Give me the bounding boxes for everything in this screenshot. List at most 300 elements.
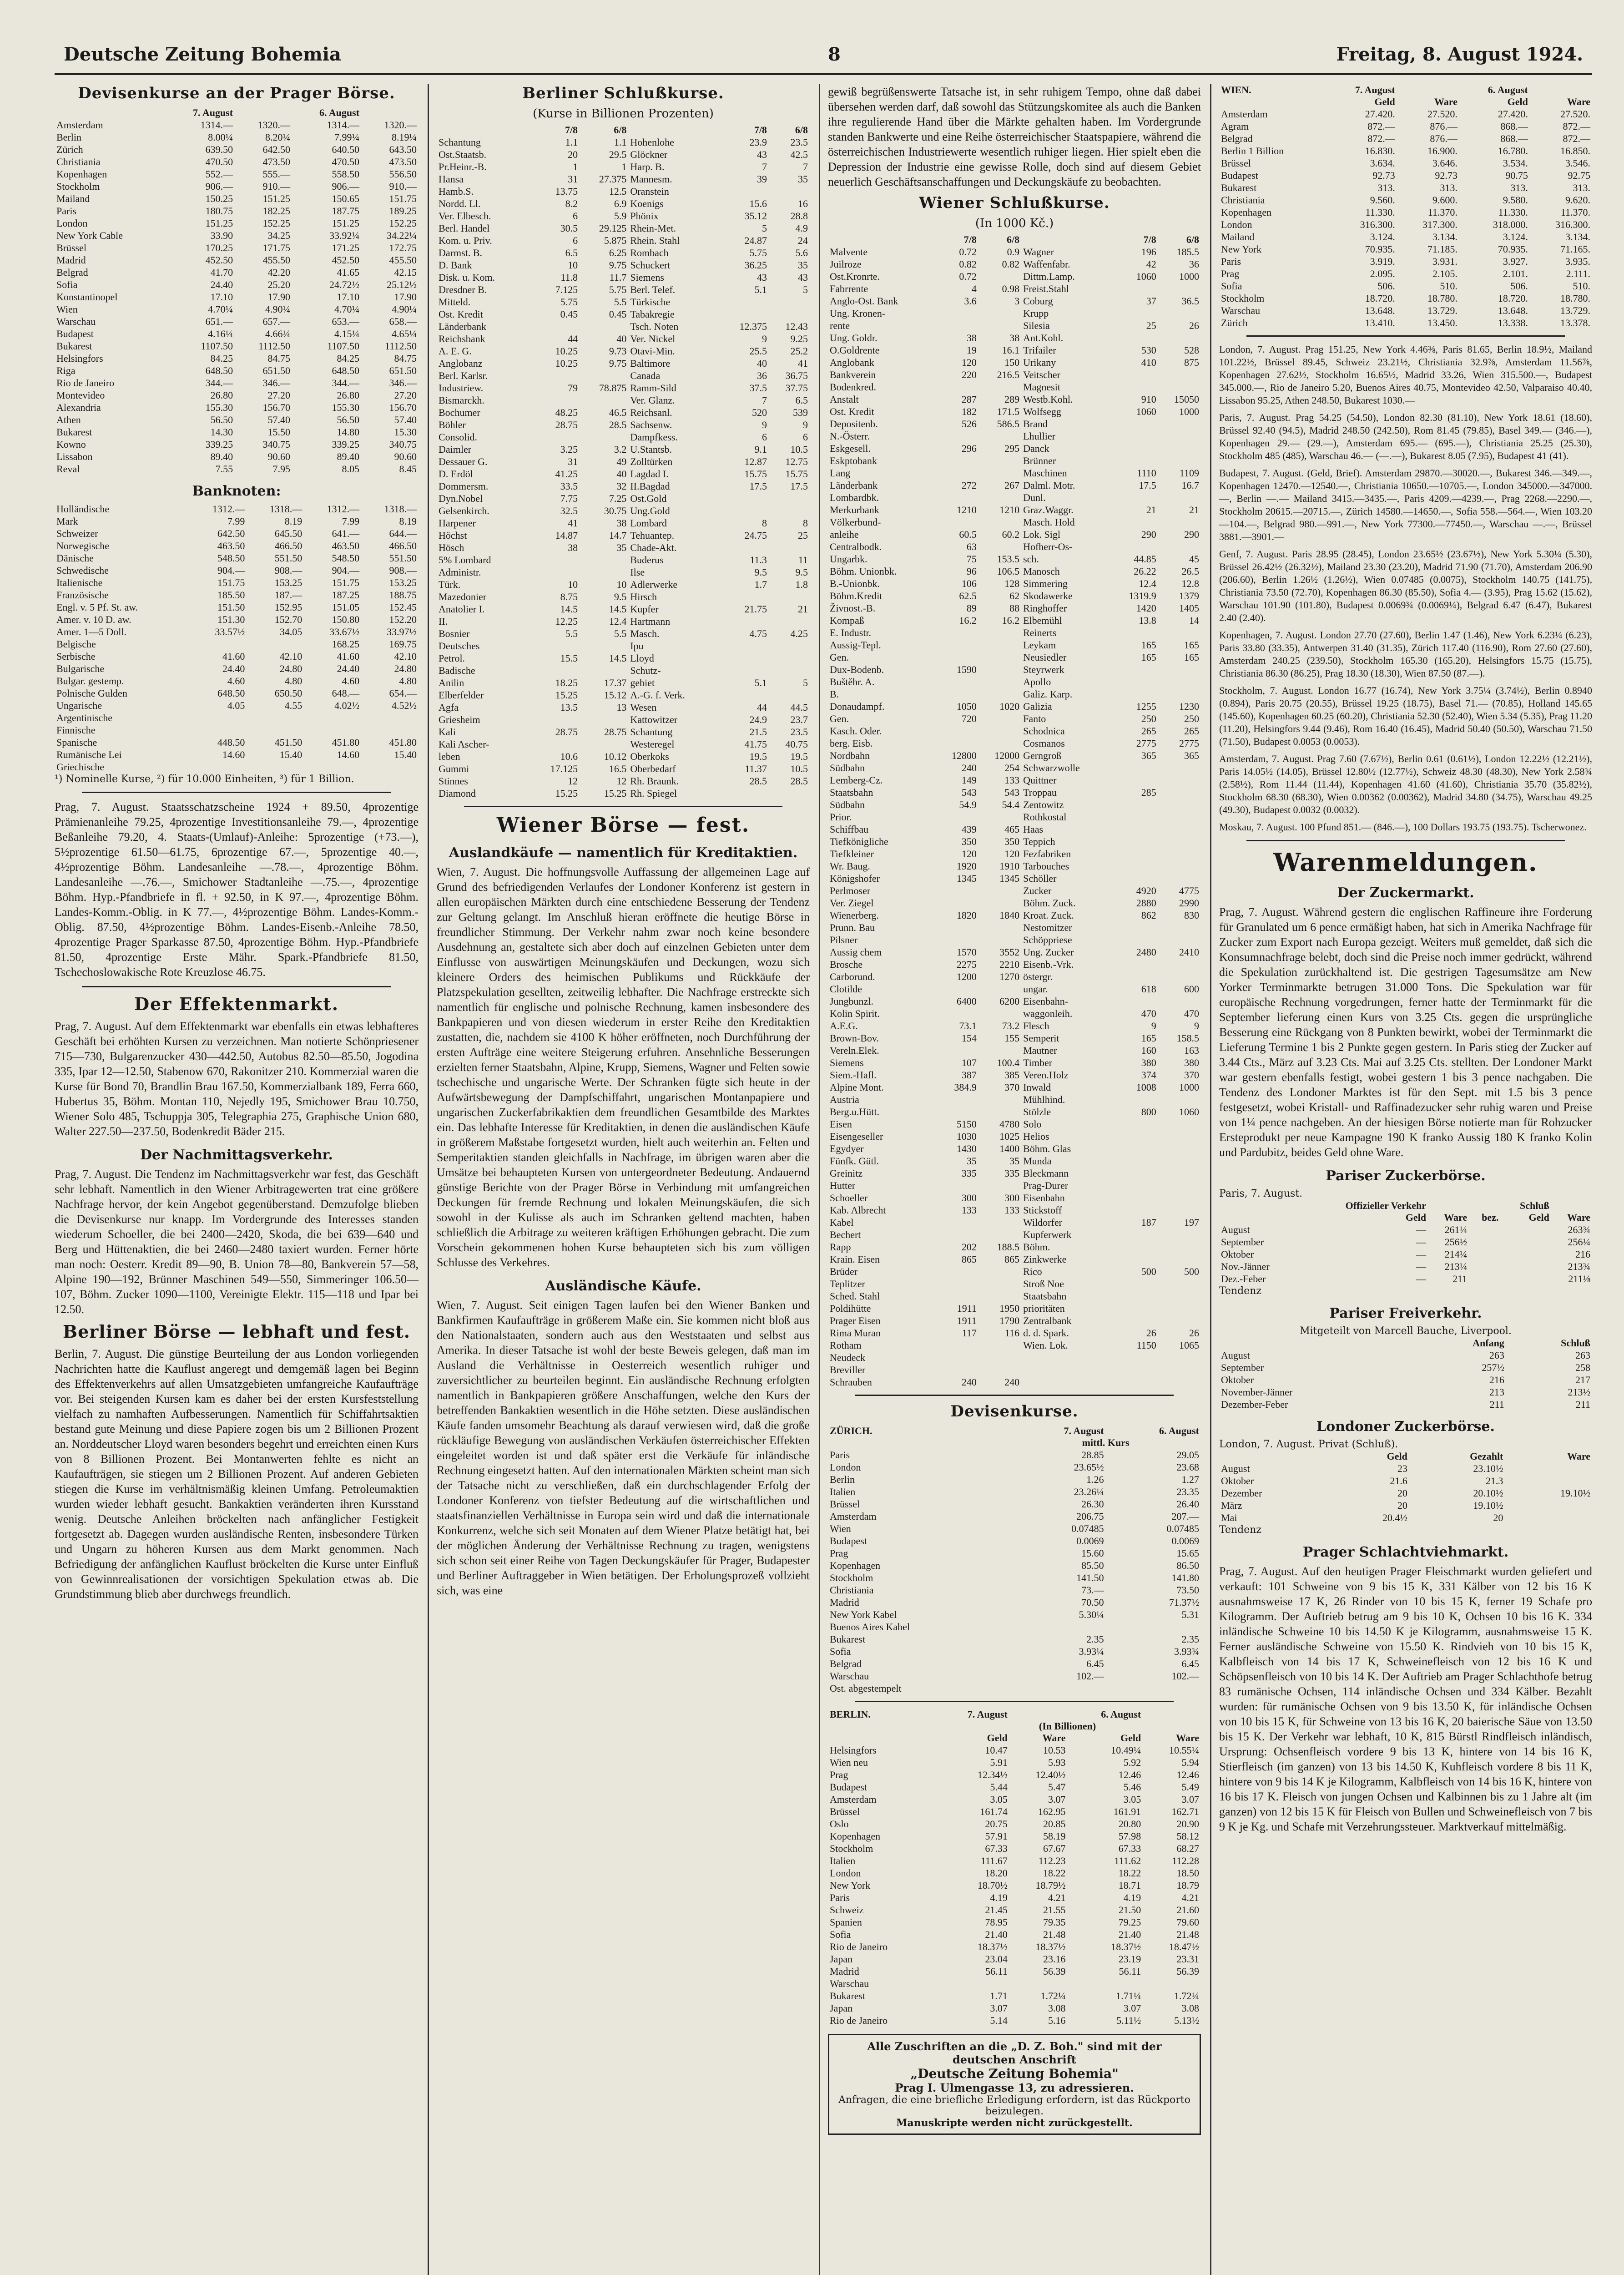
table-row (1219, 182, 1592, 194)
row-label: Kali (439, 726, 456, 738)
table-row (55, 662, 419, 675)
cell-value: 71.165. (1560, 243, 1590, 255)
row-label: Mitteld. (439, 296, 471, 308)
row-label: August (1221, 1224, 1250, 1235)
cell-value: 16.850. (1560, 145, 1590, 157)
table-row (828, 983, 1201, 995)
cell-value: 217 (1575, 1374, 1590, 1385)
cell-value (978, 934, 1021, 946)
table-row (55, 650, 419, 662)
cell-value: 3.534. (1503, 157, 1528, 169)
cell-value: 4.21 (1181, 1892, 1199, 1903)
cell-value: 48.25 (555, 407, 578, 418)
row-label: Bukarest (56, 340, 92, 352)
cell-value: 12.375 (739, 321, 767, 332)
table-row (828, 885, 1201, 897)
table-row (828, 737, 1201, 749)
article-text: Wien, 7. August. Die hoffnungsvolle Auffassung der allgemeinen Lage auf Grund des befriedigenden Verlaufes der Londoner Konferenz ist gestern in allen europäischen Märkten durch eine entschiedene Besserung der Tendenz zur Geltung gelangt. Im Anschluß hieran eröffnete die heutige Börse in freundlicher Stimmung. Der Verkehr nahm zwar noch keine besondere Ausdehnung an, gestaltete sich aber doch auf einzelnen Gebieten unter dem Einflusse von auswärtigen Meinungskäufen und Deckungen, wozu sich kleinere Orders des heimischen Publikums und Rückkäufe der Platzspekulation gesellten, zeitweilig lebhafter. Die Nachfrage erstreckte sich namentlich für englische und polnische Rechnung, kamen insbesondere des Bankpapieren und von diesen wiederum in erster Reihe den Kreditaktien zustatten, die, nachdem sie 4100 K höher eröffneten, noch Durchführung der ersten Aufträge eine weitere Steigerung erfuhren. Ansehnliche Besserungen erzielten ferner Staatsbahn, Alpine, Krupp, Siemens, Wagner und Felten sowie tschechische und ungarische Werte. Der Schranken fügte sich heute in der Aufwärtsbewegung der Dampfschiffahrt, ungarischen Montanpapiere und ungarischen Zuckerfabrikaktien dem freundlichen Gesamtbilde des Marktes ein. Das lebhafte Interesse für Kreditaktien, in denen die ausländischen Käufe in größerem Maßstabe fortgesetzt wurden, hielt auch weiterhin an. Felten und Semperitaktien standen gleichfalls in Nachfrage, im übrigen waren aber die Umsätze bei behaupteten Kursen von untergeordneter Bedeutung. Andauernd günstige Berichte von der Prager Börse in Verbindung mit umfangreichen Deckungen für fremde Rechnung und lokalen Meinungskäufen, die sich sowohl in der Kulisse als auch im Schranken geltend machten, haben schließlich die Arbitrage zu weiteren kräftigen Erhöhungen gebracht. Die zum Vorschein gekommenen hohen Kurse behaupteten sich bis zum völligen Schlusse des Verkehres. (437, 865, 810, 1269)
cell-value: Inwald (1023, 1082, 1051, 1093)
row-label: Stockholm (830, 1572, 873, 1583)
table-row (828, 700, 1201, 713)
cell-value: 16.1 (1002, 344, 1020, 356)
divider (855, 1701, 1174, 1702)
quote-paragraph: Paris, 7. August. Prag 54.25 (54.50), London 82.30 (81.10), New York 18.61 (18.60), Brüssel 92.40 (94.5), Madrid 248.50 (242.50), Rom 81.45 (79.85), Basel 349.— (346.—), Kopenhagen 29.— (29.—), Amsterdam 695.— (695.—), Christiania 25.25 (25.30), Stockholm 485 (485), Warschau 46.— (—.—), Bukarest 8.05 (7.95), Budapest 41 (41). (1219, 412, 1592, 461)
cell-value: 31 (568, 456, 578, 467)
table-row (1219, 206, 1592, 218)
cell-value: 182 (961, 406, 977, 417)
table-row (828, 1744, 1201, 1756)
cell-value: 12.40½ (1035, 1769, 1066, 1780)
row-label: Bulgar. gestemp. (56, 675, 124, 687)
cell-value: 370 (1184, 1069, 1199, 1081)
table-row (55, 638, 419, 650)
cell-value: 7.95 (272, 463, 290, 475)
section-title: Wiener Schlußkurse. (919, 194, 1110, 212)
row-label: A. E. G. (439, 345, 472, 357)
cell-value (936, 467, 978, 479)
cell-value (1158, 1192, 1201, 1204)
cell-value: 188.5 (997, 1241, 1020, 1253)
cell-value: 60.5 (959, 529, 977, 540)
row-label: Prag (830, 1769, 848, 1780)
table-row (437, 234, 810, 247)
table-row (55, 401, 419, 414)
row-label: Amsterdam (56, 119, 103, 131)
row-label: Länderbank (830, 480, 878, 491)
cell-value: Schodnica (1023, 725, 1065, 737)
row-label: Oktober (1221, 1374, 1254, 1385)
table-row (828, 307, 1201, 319)
row-label: Ver. Elbesch. (439, 210, 491, 222)
cell-value: 54.9 (959, 799, 977, 810)
cell-value: 133 (1004, 1204, 1020, 1216)
table-row (437, 308, 810, 320)
cell-value: 32 (616, 480, 627, 492)
cell-value: Haas (1023, 824, 1044, 835)
cell-value: 2.35 (1181, 1633, 1199, 1645)
cell-value: 21.3 (1485, 1475, 1503, 1486)
cell-value (1158, 860, 1201, 872)
row-label: Ost.Kronrte. (830, 271, 880, 282)
cell-value: 37 (1146, 295, 1156, 307)
col-header: Offizieller Verkehr (1345, 1200, 1427, 1211)
row-label: März (1221, 1500, 1242, 1511)
row-label: Nordd. Ll. (439, 198, 481, 209)
row-label: Japan (830, 2002, 853, 2014)
cell-value: 9.560. (1370, 194, 1395, 206)
row-label: Berg.u.Hütt. (830, 1106, 879, 1117)
table-row (55, 438, 419, 450)
cell-value: 1420 (1136, 602, 1156, 614)
cell-value: 207.— (1171, 1511, 1199, 1522)
cell-value (531, 738, 580, 750)
cell-value (936, 921, 978, 934)
table-row (1219, 1398, 1592, 1410)
cell-value: 151.75 (217, 577, 245, 588)
cell-value: 23.16 (1043, 1953, 1066, 1965)
col-header: 6. August (1101, 1709, 1141, 1720)
cell-value: 470.50 (332, 156, 360, 167)
cell-value: 466.50 (274, 540, 303, 551)
cell-value (1505, 1475, 1592, 1487)
notice-line: „Deutsche Zeitung Bohemia" (910, 2066, 1119, 2081)
row-label: Brüssel (1221, 157, 1251, 169)
row-label: Brüssel (56, 242, 86, 253)
table-row (437, 345, 810, 357)
col-header: 7/8 (754, 124, 767, 136)
table-row (828, 1339, 1201, 1351)
row-label: Siem.-Hafl. (830, 1069, 877, 1081)
cell-value: 8.2 (565, 198, 578, 209)
table-row (1219, 1223, 1592, 1236)
row-label: anleihe (830, 529, 859, 540)
cell-value (1158, 627, 1201, 639)
cell-value: Hofherr-Os- (1023, 541, 1073, 552)
cell-value: Stickstoff (1023, 1204, 1062, 1216)
row-label: Amsterdam (1221, 108, 1268, 120)
cell-value (1158, 676, 1201, 688)
row-label: Lang (830, 467, 851, 479)
col-header: Gezahlt (1470, 1451, 1503, 1462)
row-label: Harpener (439, 517, 476, 529)
cell-value: 10.5 (790, 444, 808, 455)
row-label: Warschau (56, 316, 96, 327)
row-label: Warschau (830, 1978, 869, 1989)
cell-value (304, 761, 361, 773)
row-label: September (1221, 1362, 1264, 1373)
cell-value: Bleckmann (1023, 1168, 1069, 1179)
cell-value: 1230 (1179, 701, 1199, 712)
table-row (828, 2002, 1201, 2014)
cell-value (769, 787, 810, 799)
cell-value: 4.16¼ (208, 328, 233, 339)
cell-value: 18.37½ (1035, 1941, 1066, 1952)
cell-value: 5150 (956, 1118, 977, 1130)
row-label: Länderbank (439, 321, 487, 332)
table-row (55, 168, 419, 180)
cell-value (1111, 1118, 1158, 1130)
cell-value (580, 394, 628, 406)
cell-value (936, 725, 978, 737)
table-row (55, 131, 419, 143)
row-label: Italien (830, 1486, 856, 1497)
cell-value (1158, 1130, 1201, 1143)
table-row (437, 247, 810, 259)
row-label: Lissabon (56, 451, 93, 462)
row-label: Siemens (830, 1057, 864, 1068)
row-label: Mailand (1221, 231, 1255, 243)
cell-value: 42.15 (394, 267, 417, 278)
cell-value: 182.25 (262, 205, 290, 217)
section-title: Wiener Börse — fest. (496, 814, 750, 837)
cell-value: 7.99¼ (334, 131, 360, 143)
row-label: Bismarckh. (439, 394, 484, 406)
row-label: Pr.Heinr.-B. (439, 161, 487, 172)
cell-value: 216 (1575, 1249, 1590, 1260)
cell-value: 41 (798, 358, 808, 369)
table-row (437, 738, 810, 750)
cell-value: 168.25 (332, 638, 360, 650)
cell-value: 213¼ (1444, 1261, 1468, 1272)
cell-value (1111, 762, 1158, 774)
cell-value: 185.50 (217, 589, 245, 601)
cell-value: 18.71 (1118, 1880, 1141, 1891)
cell-value: Tehuantep. (630, 530, 675, 541)
cell-value: 187 (1141, 1217, 1156, 1228)
cell-value: 28.5 (749, 775, 767, 787)
cell-value: 120 (1004, 848, 1020, 859)
cell-value: Manosch (1023, 566, 1060, 577)
table-row (437, 197, 810, 210)
cell-value: 3.634. (1370, 157, 1395, 169)
table-row (828, 1990, 1201, 2002)
cell-value (978, 491, 1021, 504)
cell-value: Coburg (1023, 295, 1053, 307)
cell-value: Ver. Nickel (630, 333, 676, 344)
cell-value: 618 (1141, 983, 1156, 995)
cell-value: Zentowitz (1023, 799, 1064, 810)
col-header: Geld (987, 1732, 1008, 1744)
cell-value (936, 430, 978, 442)
cell-value: 4.75 (749, 628, 767, 639)
cell-value: Chade-Akt. (630, 542, 677, 553)
table-row (437, 492, 810, 505)
cell-value: 17.5 (790, 480, 808, 492)
table-row (828, 1007, 1201, 1020)
cell-value: Rombach (630, 247, 669, 258)
cell-value: 555.— (262, 168, 290, 180)
table-row (1219, 194, 1592, 206)
cell-value: 0.45 (609, 308, 627, 320)
cell-value (1158, 799, 1201, 811)
cell-value: 37.75 (785, 382, 808, 394)
cell-value (1111, 1228, 1158, 1241)
cell-value: 6 (803, 431, 808, 443)
cell-value: 89 (966, 602, 977, 614)
cell-value: 128 (1004, 578, 1020, 589)
cell-value: 56.39 (1176, 1966, 1199, 1977)
cell-value: 272 (961, 480, 977, 491)
cell-value (1111, 369, 1158, 381)
cell-value: 1.72¼ (1040, 1990, 1066, 2002)
table-row (828, 1106, 1201, 1118)
divider (1246, 335, 1565, 337)
cell-value (720, 185, 769, 197)
cell-value: Neusiedler (1023, 652, 1067, 663)
cell-value: 214¼ (1444, 1249, 1468, 1260)
cell-value: 12.4 (1139, 578, 1156, 589)
cell-value: Quittner (1023, 774, 1057, 786)
cell-value: 25.5 (749, 345, 767, 357)
cell-value: 9.620. (1565, 194, 1590, 206)
row-label: Dezember (1221, 1487, 1262, 1499)
row-label: Kopenhagen (830, 1830, 881, 1842)
cell-value: 73.2 (1002, 1020, 1020, 1031)
row-label: Griesheim (439, 714, 480, 725)
row-label: Fabrrente (830, 283, 868, 294)
cell-value: 526 (961, 418, 977, 430)
cell-value: 90.75 (1505, 170, 1528, 181)
cell-value: 657.— (262, 316, 290, 327)
cell-value: 79.25 (1118, 1916, 1141, 1928)
cell-value: 1270 (999, 971, 1020, 982)
cell-value: 5.91 (990, 1757, 1008, 1768)
cell-value: Oberbedarf (630, 763, 676, 774)
cell-value (190, 724, 247, 736)
table-row (828, 332, 1201, 344)
cell-value: Böhm. (1023, 1241, 1050, 1253)
row-label: Dresdner B. (439, 284, 487, 295)
table-row (437, 640, 810, 652)
quote-paragraph: Genf, 7. August. Paris 28.95 (28.45), London 23.65½ (23.67½), New York 5.30¼ (5.30), Brüssel 26.42½ (26.32½), Mailand 23.30 (23.20), Madrid 71.90 (71.70), Amsterdam 206.90 (206.60), Berlin 1.26½ (1.26½), Wien 0.07485 (0.0075), Stockholm 140.75 (141.75), Christiania 73.50 (72.70), Kopenhagen 86.30 (85.50), Sofia 4.— (3.95), Prag 15.62 (15.62), Warschau 101.90 (101.80), Budapest 0.0069¾ (0.0069¼), Belgrad 6.47 (6.47), Bukarest 2.40 (2.40). (1219, 548, 1592, 623)
cell-value: 220 (961, 369, 977, 380)
cell-value: 1112.50 (258, 340, 290, 352)
table-row (828, 1351, 1201, 1364)
cell-value: 1920 (956, 860, 977, 872)
cell-value (1111, 799, 1158, 811)
cell-value: 28.5 (790, 775, 808, 787)
cell-value (1469, 1223, 1500, 1236)
row-label: Völkerbund- (830, 516, 881, 528)
table-row (437, 529, 810, 541)
section-title: Berliner Schlußkurse. (522, 84, 724, 102)
cell-value: 1107.50 (201, 340, 233, 352)
subsection-title: Londoner Zuckerbörse. (1316, 1419, 1495, 1435)
row-label: Malvente (830, 246, 868, 258)
cell-value: 38 (616, 517, 627, 529)
divider (855, 1395, 1174, 1396)
row-label: September (1221, 1236, 1264, 1248)
cell-value: 910.— (262, 181, 290, 192)
table-row (55, 426, 419, 438)
subsection-title: Pariser Zuckerbörse. (1326, 1168, 1486, 1184)
table-row (1219, 317, 1592, 329)
cell-value: 285 (1141, 787, 1156, 798)
cell-value: 10.49¼ (1111, 1744, 1141, 1756)
cell-value: 187.25 (332, 589, 360, 601)
cell-value: 644.— (389, 528, 417, 539)
table-row (828, 1192, 1201, 1204)
table-row (437, 185, 810, 197)
cell-value (720, 787, 769, 799)
cell-value: 350 (961, 836, 977, 847)
table-row (1219, 255, 1592, 268)
table-row (437, 357, 810, 369)
cell-value: 313. (1440, 182, 1458, 193)
cell-value: Rh. Spiegel (630, 788, 677, 799)
cell-value: 27.20 (394, 389, 417, 401)
table-row (1219, 1349, 1592, 1361)
table-row (1219, 1236, 1592, 1248)
row-label: Jungbunzl. (830, 996, 873, 1007)
cell-value: 12.25 (555, 616, 578, 627)
cell-value: 35.12 (744, 210, 767, 222)
cell-value (1158, 663, 1201, 676)
cell-value: 13.410. (1365, 317, 1395, 329)
cell-value: 25 (798, 530, 808, 541)
cell-value: 551.50 (274, 552, 303, 564)
cell-value: 57.91 (985, 1830, 1008, 1842)
cell-value: 12.46 (1118, 1769, 1141, 1780)
cell-value: 5.49 (1181, 1781, 1199, 1793)
cell-value: 3.07 (1123, 2002, 1141, 2014)
cell-value: 19.10½ (1560, 1487, 1590, 1499)
cell-value (1111, 455, 1158, 467)
cell-value: 107 (961, 1057, 977, 1068)
row-label: Argentinische (56, 712, 113, 723)
cell-value: 92.75 (1568, 170, 1590, 181)
cell-value: Elbemühl (1023, 615, 1062, 626)
table-row (437, 455, 810, 468)
col-header: 6. August (1488, 84, 1528, 96)
cell-value: 1820 (956, 910, 977, 921)
zurich-table (828, 1425, 1201, 1694)
cell-value: 12.43 (785, 321, 808, 332)
table-row (828, 1155, 1201, 1167)
cell-value: 1.72¼ (1174, 1990, 1199, 2002)
cell-value: 133 (1004, 774, 1020, 786)
table-row (437, 713, 810, 726)
cell-value: Ant.Kohl. (1023, 332, 1064, 344)
cell-value: 1060 (1136, 271, 1156, 282)
cell-value: 5.92 (1123, 1757, 1141, 1768)
table-row (828, 934, 1201, 946)
table-row (828, 946, 1201, 958)
cell-value: 5.16 (1048, 2015, 1066, 2026)
row-label: Ost. Kredit (830, 406, 874, 417)
row-label: Eskptobank (830, 455, 877, 466)
cell-value: Westeregel (630, 738, 675, 750)
cell-value (720, 615, 769, 627)
cell-value: 906.— (332, 181, 360, 192)
table-row (828, 1855, 1201, 1867)
cell-value: 57.40 (394, 414, 417, 425)
col-header: 7. August (1355, 84, 1395, 96)
cell-value: Lok. Sigl (1023, 529, 1060, 540)
cell-value: 37.5 (749, 382, 767, 394)
cell-value: 189.25 (389, 205, 417, 217)
table-row (55, 156, 419, 168)
row-label: London (830, 1867, 861, 1879)
row-label: Živnost.-B. (830, 602, 876, 614)
row-label: Kali Ascher- (439, 738, 489, 750)
cell-value: 89.40 (337, 451, 360, 462)
article-text: Prag, 7. August. Die Tendenz im Nachmittagsverkehr war fest, das Geschäft sehr lebhaft. Namentlich in den Wiener Arbitragewerten trat eine größere Nachfrage hervor, der kein Angebot gegenüberstand. Demzufolge blieben die Devisenkurse nur knapp. Im Vordergrunde des Interesses standen wiederum Schoeller, die bei 2400—2420, Skoda, die bei 639—640 und Berg und Hüttenaktien, die bei 2460—2480 taxiert wurden. Ferner hörte man noch: Oesterr. Kredit 89—90, B. Union 78—80, Bankverein 57—58, Alpine 190—192, Brünner Maschinen 549—550, Simmeringer 106.50—107, Böhm. Zucker 1090—1100, Vereinigte Elektr. 115—118 und Ipar bei 12.50. (55, 1168, 419, 1316)
col-header (1551, 1200, 1592, 1212)
cell-value: 73.— (1081, 1584, 1104, 1596)
cell-value: 14 (1189, 615, 1199, 626)
cell-value: 872.— (1563, 121, 1590, 132)
cell-value: 90.60 (394, 451, 417, 462)
table-row (828, 1302, 1201, 1314)
cell-value: Magnesit (1023, 381, 1060, 393)
cell-value: 1 (573, 161, 578, 172)
table-row (437, 517, 810, 529)
cell-value (1158, 1118, 1201, 1130)
table-row (1219, 157, 1592, 169)
table-row (55, 315, 419, 328)
row-label: Schantung (439, 136, 481, 148)
table-row (828, 1928, 1201, 1941)
cell-value: 12000 (994, 750, 1020, 761)
cell-value (769, 591, 810, 603)
cell-value: 339.25 (332, 439, 360, 450)
cell-value (936, 983, 978, 995)
row-label: Vereln.Elek. (830, 1045, 879, 1056)
row-label: Ver. Ziegel (830, 897, 874, 909)
cell-value: 317.300. (1422, 219, 1458, 230)
table-row (828, 1977, 1201, 1990)
